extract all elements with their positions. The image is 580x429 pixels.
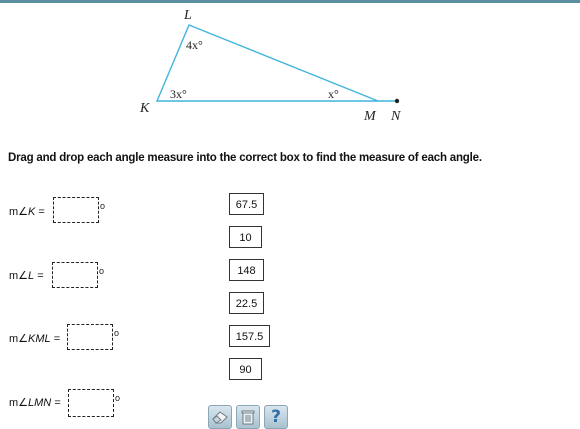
- angle-label-k: 3x°: [170, 87, 187, 101]
- vertex-label-k: K: [140, 101, 150, 116]
- answer-tile[interactable]: 157.5: [229, 325, 270, 347]
- equation-label-k: m∠K =: [9, 206, 45, 218]
- trash-button[interactable]: [236, 405, 260, 429]
- eraser-button[interactable]: [208, 405, 232, 429]
- angle-label-m: x°: [328, 87, 339, 101]
- triangle-figure: [0, 0, 580, 130]
- degree-mark-kml: o: [114, 328, 120, 338]
- triangle-klm: [157, 25, 378, 101]
- eraser-icon: [211, 410, 229, 424]
- answer-tile[interactable]: 10: [229, 226, 262, 248]
- drop-box-l[interactable]: [52, 262, 98, 288]
- drop-box-k[interactable]: [53, 197, 99, 223]
- vertex-label-l: L: [184, 8, 192, 23]
- equation-row-l: [9, 262, 119, 292]
- drop-box-kml[interactable]: [67, 324, 113, 350]
- degree-mark-l: o: [99, 266, 105, 276]
- equation-row-kml: [9, 324, 129, 354]
- equation-label-kml: m∠KML =: [9, 333, 61, 345]
- trash-icon: [241, 409, 255, 425]
- instructions-text: Drag and drop each angle measure into the correct box to find the measure of each angle.: [8, 152, 482, 164]
- drop-box-lmn[interactable]: [68, 389, 114, 417]
- answer-tile[interactable]: 22.5: [229, 292, 264, 314]
- equation-row-lmn: [9, 389, 129, 419]
- vertex-label-m: M: [364, 109, 376, 124]
- help-icon: ?: [271, 407, 281, 427]
- degree-mark-lmn: o: [115, 393, 121, 403]
- equation-label-lmn: m∠LMN =: [9, 397, 61, 409]
- answer-tile[interactable]: 148: [229, 259, 264, 281]
- answer-tile[interactable]: 90: [229, 358, 262, 380]
- help-button[interactable]: [264, 405, 288, 429]
- answer-tile[interactable]: 67.5: [229, 193, 264, 215]
- angle-label-l: 4x°: [186, 38, 203, 52]
- point-n: [395, 99, 399, 103]
- equation-row-k: [9, 197, 119, 227]
- vertex-label-n: N: [391, 109, 401, 124]
- equation-label-l: m∠L =: [9, 270, 44, 282]
- degree-mark-k: o: [100, 201, 106, 211]
